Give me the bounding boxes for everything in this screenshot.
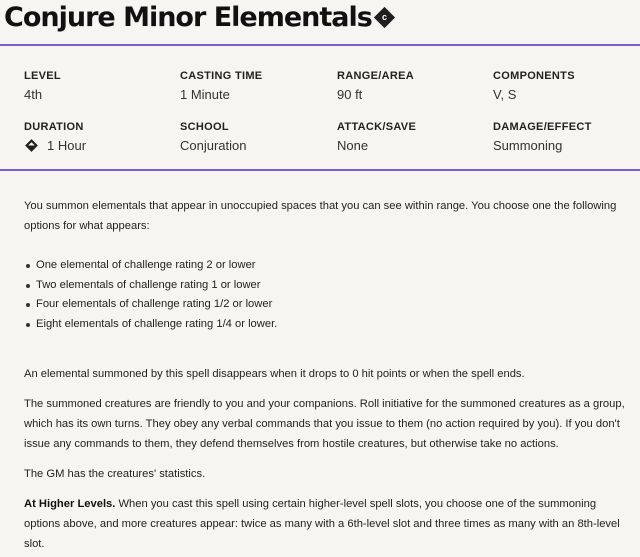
stat-value: V, S: [493, 87, 517, 102]
badge-letter: c: [381, 12, 387, 22]
spell-title-text: Conjure Minor Elementals: [4, 2, 372, 33]
section-divider: [0, 169, 640, 171]
stat-value: 90 ft: [337, 87, 363, 102]
list-item: One elemental of challenge rating 2 or lower: [24, 256, 630, 276]
description-intro: You summon elementals that appear in unoccupied spaces that you can see within range. You choose one the following options for what appears:: [24, 200, 617, 232]
description-paragraph: An elemental summoned by this spell disappears when it drops to 0 hit points or when the spell ends.: [24, 368, 525, 380]
stat-label: DURATION: [24, 121, 84, 133]
stat-label: DAMAGE/EFFECT: [493, 121, 592, 133]
summon-options-list: [24, 256, 630, 334]
concentration-icon: [25, 139, 38, 152]
stat-label: ATTACK/SAVE: [337, 121, 417, 133]
list-item: Two elementals of challenge rating 1 or lower: [24, 276, 630, 296]
stat-value: 1 Hour: [47, 138, 87, 153]
title-bar: [0, 0, 640, 46]
spell-description: [24, 196, 630, 557]
stat-value: None: [337, 138, 369, 153]
stat-value: 4th: [24, 87, 43, 102]
description-paragraph: The summoned creatures are friendly to you and your companions. Roll initiative for the summoned creatures as a group, which has its own turns. They obey any verbal commands that you issue to them (no action required by you). If you don't issue any commands to them, they defend themselves from hostile creatures, but otherwise take no actions.: [24, 398, 625, 450]
stat-label: RANGE/AREA: [337, 70, 414, 82]
list-item: Eight elementals of challenge rating 1/4 or lower.: [24, 315, 630, 335]
stat-value: 1 Minute: [180, 87, 230, 102]
stat-value-row: [24, 138, 174, 153]
stat-label: CASTING TIME: [180, 70, 263, 82]
stat-attack-save: [337, 121, 487, 153]
c-badge-icon: [374, 7, 395, 28]
spell-title: [4, 2, 392, 33]
stat-school: [180, 121, 330, 153]
stat-label: LEVEL: [24, 70, 61, 82]
stat-duration: [24, 121, 174, 153]
stat-value: Conjuration: [180, 138, 247, 153]
stat-level: [24, 70, 174, 102]
stat-value: Summoning: [493, 138, 563, 153]
higher-levels-text: When you cast this spell using certain higher-level spell slots, you choose one of the summoning options above, and more creatures appear: twice as many with a 6th-level slot and three times as many with an 8th-level slot.: [24, 498, 620, 550]
stat-range-area: [337, 70, 487, 102]
stat-label: COMPONENTS: [493, 70, 575, 82]
stat-casting-time: [180, 70, 330, 102]
list-item: Four elementals of challenge rating 1/2 or lower: [24, 295, 630, 315]
stat-components: [493, 70, 640, 102]
higher-levels-paragraph: [24, 494, 630, 554]
description-paragraph: The GM has the creatures' statistics.: [24, 468, 206, 480]
higher-levels-label: At Higher Levels.: [24, 498, 116, 510]
stat-damage-effect: [493, 121, 640, 153]
stat-label: SCHOOL: [180, 121, 229, 133]
